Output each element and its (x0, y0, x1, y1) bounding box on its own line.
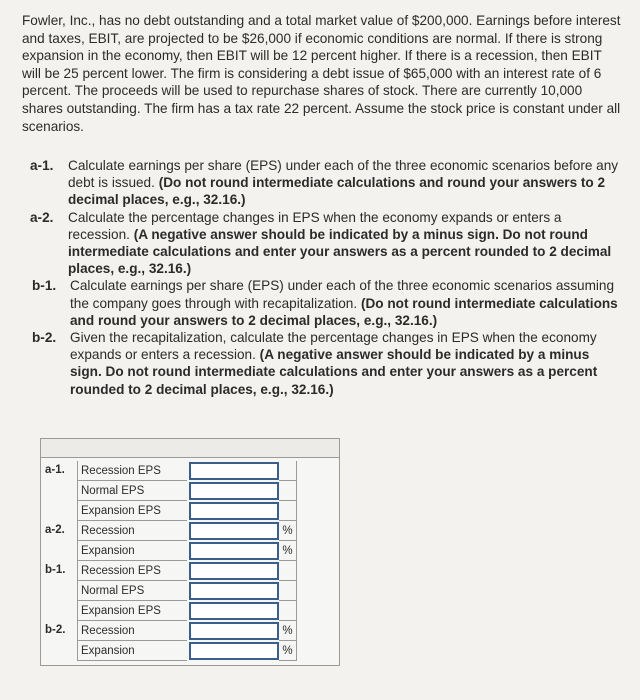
row-label: Expansion EPS (77, 601, 187, 621)
answer-input[interactable] (189, 642, 279, 660)
row-unit: % (279, 641, 297, 661)
row-label: Recession EPS (77, 561, 187, 581)
answer-row-b1-normal (41, 581, 339, 601)
question-list (22, 157, 622, 398)
row-label: Expansion EPS (77, 501, 187, 521)
answer-row-a1-normal (41, 481, 339, 501)
answer-input[interactable] (189, 602, 279, 620)
row-unit (279, 561, 297, 581)
answer-row-a1-recession (41, 461, 339, 481)
answer-input[interactable] (189, 502, 279, 520)
row-label: Recession EPS (77, 461, 187, 481)
row-label: Expansion (77, 641, 187, 661)
question-instructions: (A negative answer should be indicated by a minus sign. Do not round intermediate calculations and enter your answers as a percent rounded to 2 decimal places, e.g., 32.16.) (68, 226, 612, 277)
question-instructions: (Do not round intermediate calculations and round your answers to 2 decimal places, e.g., 32.16.) (70, 295, 618, 328)
answer-row-a2-expansion (41, 541, 339, 561)
question-label: a-2. (30, 209, 54, 225)
answer-table-header (41, 439, 339, 458)
row-label: Recession (77, 621, 187, 641)
row-section-label: b-1. (45, 564, 66, 576)
question-text: Calculate earnings per share (EPS) under each of the three economic scenarios assuming the company goes through with recapitalization. (70, 278, 615, 311)
answer-input[interactable] (189, 462, 279, 480)
question-a2 (22, 209, 622, 278)
question-label: b-1. (32, 278, 57, 294)
row-unit (279, 481, 297, 501)
row-unit (279, 501, 297, 521)
question-b1 (22, 277, 622, 329)
question-label: a-1. (30, 158, 54, 173)
row-unit (279, 601, 297, 621)
answer-row-a1-expansion (41, 501, 339, 521)
question-a1 (22, 157, 622, 209)
row-unit: % (279, 541, 297, 561)
row-unit: % (279, 621, 297, 641)
answer-input[interactable] (189, 562, 279, 580)
question-b2 (22, 329, 622, 398)
question-text: Calculate earnings per share (EPS) under each of the three economic scenarios before any debt is issued. (68, 158, 619, 191)
answer-input[interactable] (189, 622, 279, 640)
row-section-label: a-2. (45, 524, 65, 536)
answer-input[interactable] (189, 542, 279, 560)
row-label: Normal EPS (77, 481, 187, 501)
answer-row-b2-recession (41, 621, 339, 641)
question-instructions: (Do not round intermediate calculations and round your answers to 2 decimal places, e.g., 32.16.) (68, 175, 606, 208)
problem-text: Fowler, Inc., has no debt outstanding and a total market value of $200,000. Earnings before interest and taxes, EBIT, are projected to be $26,000 if economic conditions are normal. If there is strong expansion in the economy, then EBIT will be 12 percent higher. If there is a recession, then EBIT will be 25 percent lower. The firm is considering a debt issue of $65,000 with an interest rate of 6 percent. The proceeds will be used to repurchase shares of stock. There are currently 10,000 shares outstanding. The firm has a tax rate 22 percent. Assume the stock price is constant under all scenarios. (22, 13, 621, 134)
row-unit (279, 581, 297, 601)
row-section-label: a-1. (45, 464, 65, 476)
question-text: Given the recapitalization, calculate the percentage changes in EPS when the economy expands or enters a recession. (70, 330, 597, 363)
answer-row-b2-expansion (41, 641, 339, 661)
answer-row-b1-expansion (41, 601, 339, 621)
problem-statement (22, 12, 622, 135)
question-instructions: (A negative answer should be indicated by a minus sign. Do not round intermediate calculations and enter your answers as a percent rounded to 2 decimal places, e.g., 32.16.) (70, 347, 598, 397)
answer-input[interactable] (189, 482, 279, 500)
answer-row-b1-recession (41, 561, 339, 581)
row-label: Recession (77, 521, 187, 541)
row-unit (279, 461, 297, 481)
question-text: Calculate the percentage changes in EPS when the economy expands or enters a recession. (68, 209, 562, 242)
question-label: b-2. (32, 330, 57, 346)
row-label: Normal EPS (77, 581, 187, 601)
answer-input[interactable] (189, 522, 279, 540)
row-label: Expansion (77, 541, 187, 561)
row-unit: % (279, 521, 297, 541)
answer-input[interactable] (189, 582, 279, 600)
row-section-label: b-2. (45, 624, 66, 636)
answer-row-a2-recession (41, 521, 339, 541)
answer-table (40, 438, 340, 666)
